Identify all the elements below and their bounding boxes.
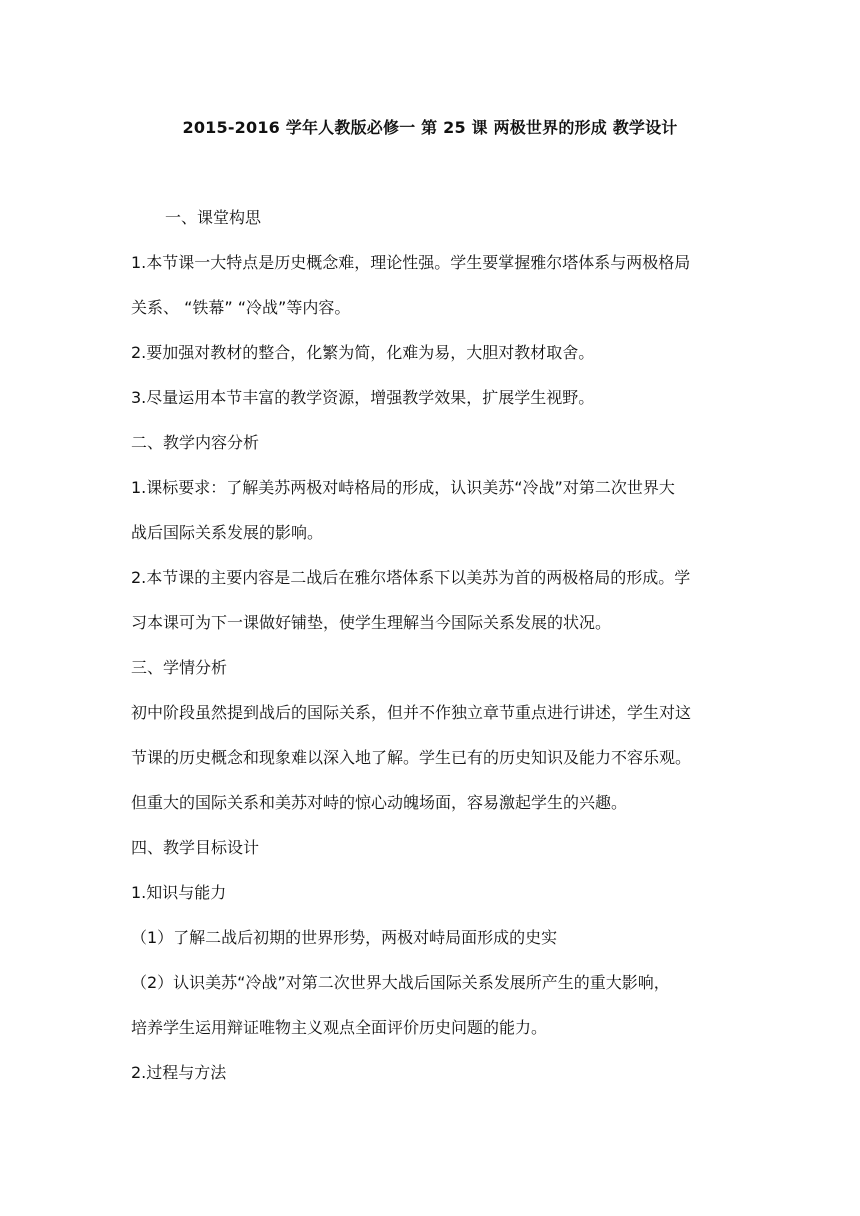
section-heading-teaching-goals: 四、教学目标设计 — [131, 838, 260, 857]
paragraph-line: 3.尽量运用本节丰富的教学资源，增强教学效果，扩展学生视野。 — [131, 388, 595, 407]
section-heading-classroom-concept: 一、课堂构思 — [165, 208, 262, 227]
subheading-knowledge-ability: 1.知识与能力 — [131, 883, 227, 902]
paragraph-line: 1.本节课一大特点是历史概念难，理论性强。学生要掌握雅尔塔体系与两极格局 — [131, 253, 691, 272]
paragraph-line: 2.要加强对教材的整合，化繁为简，化难为易，大胆对教材取舍。 — [131, 343, 595, 362]
paragraph-line: 关系、 “铁幕” “冷战”等内容。 — [131, 298, 351, 317]
paragraph-line: 1.课标要求：了解美苏两极对峙格局的形成，认识美苏“冷战”对第二次世界大 — [131, 478, 675, 497]
paragraph-line: 但重大的国际关系和美苏对峙的惊心动魄场面，容易激起学生的兴趣。 — [131, 793, 628, 812]
paragraph-line: 初中阶段虽然提到战后的国际关系，但并不作独立章节重点进行讲述，学生对这 — [131, 703, 692, 722]
section-heading-content-analysis: 二、教学内容分析 — [131, 433, 260, 452]
document-title: 2015-2016 学年人教版必修一 第 25 课 两极世界的形成 教学设计 — [182, 118, 678, 137]
paragraph-line: 习本课可为下一课做好铺垫，使学生理解当今国际关系发展的状况。 — [131, 613, 612, 632]
list-item: （2）认识美苏“冷战”对第二次世界大战后国际关系发展所产生的重大影响， — [131, 973, 670, 992]
list-item: （1）了解二战后初期的世界形势，两极对峙局面形成的史实 — [131, 928, 558, 947]
paragraph-line: 培养学生运用辩证唯物主义观点全面评价历史问题的能力。 — [131, 1018, 548, 1037]
subheading-process-method: 2.过程与方法 — [131, 1063, 227, 1082]
paragraph-line: 2.本节课的主要内容是二战后在雅尔塔体系下以美苏为首的两极格局的形成。学 — [131, 568, 691, 587]
section-heading-student-analysis: 三、学情分析 — [131, 658, 228, 677]
paragraph-line: 战后国际关系发展的影响。 — [131, 523, 324, 542]
paragraph-line: 节课的历史概念和现象难以深入地了解。学生已有的历史知识及能力不容乐观。 — [131, 748, 692, 767]
